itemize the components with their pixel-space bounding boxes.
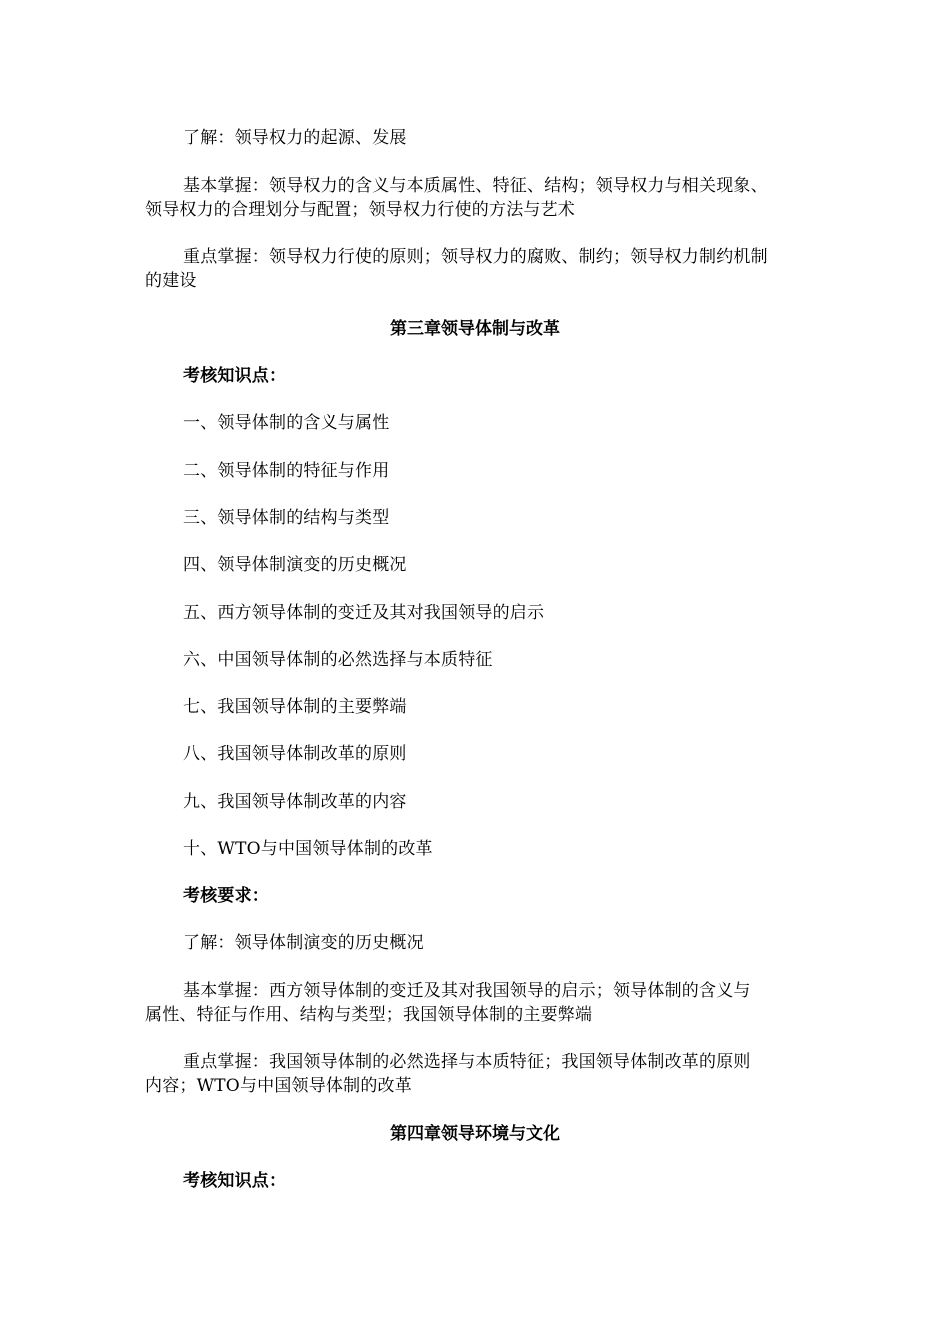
basic-requirement-line-1: 基本掌握：领导权力的含义与本质属性、特征、结构；领导权力与相关现象、	[183, 176, 768, 196]
knowledge-point-8: 八、我国领导体制改革的原则	[183, 744, 407, 764]
chapter-4-title: 第四章领导环境与文化	[390, 1124, 560, 1144]
chapter-3-key-requirement-line-1: 重点掌握：我国领导体制的必然选择与本质特征；我国领导体制改革的原则	[183, 1052, 751, 1072]
knowledge-point-10: 十、WTO与中国领导体制的改革	[183, 839, 433, 859]
understand-requirement: 了解：领导权力的起源、发展	[183, 128, 407, 148]
chapter-3-key-requirement-line-2: 内容；WTO与中国领导体制的改革	[145, 1076, 412, 1096]
knowledge-point-9: 九、我国领导体制改革的内容	[183, 792, 407, 812]
knowledge-point-7: 七、我国领导体制的主要弊端	[183, 697, 407, 717]
knowledge-point-1: 一、领导体制的含义与属性	[183, 413, 390, 433]
key-requirement-line-1: 重点掌握：领导权力行使的原则；领导权力的腐败、制约；领导权力制约机制	[183, 247, 768, 267]
key-requirement-line-2: 的建设	[145, 271, 197, 291]
chapter-3-basic-requirement-line-1: 基本掌握：西方领导体制的变迁及其对我国领导的启示；领导体制的含义与	[183, 981, 751, 1001]
knowledge-point-4: 四、领导体制演变的历史概况	[183, 555, 407, 575]
chapter-3-requirements-label: 考核要求：	[183, 886, 269, 906]
chapter-4-knowledge-label: 考核知识点：	[183, 1171, 287, 1191]
chapter-3-basic-requirement-line-2: 属性、特征与作用、结构与类型；我国领导体制的主要弊端	[145, 1005, 593, 1025]
knowledge-point-5: 五、西方领导体制的变迁及其对我国领导的启示	[183, 603, 545, 623]
chapter-3-knowledge-label: 考核知识点：	[183, 366, 287, 386]
chapter-3-understand-requirement: 了解：领导体制演变的历史概况	[183, 933, 424, 953]
knowledge-point-2: 二、领导体制的特征与作用	[183, 461, 390, 481]
knowledge-point-6: 六、中国领导体制的必然选择与本质特征	[183, 650, 493, 670]
chapter-3-title: 第三章领导体制与改革	[390, 319, 560, 339]
knowledge-point-3: 三、领导体制的结构与类型	[183, 508, 390, 528]
basic-requirement-line-2: 领导权力的合理划分与配置；领导权力行使的方法与艺术	[145, 200, 575, 220]
